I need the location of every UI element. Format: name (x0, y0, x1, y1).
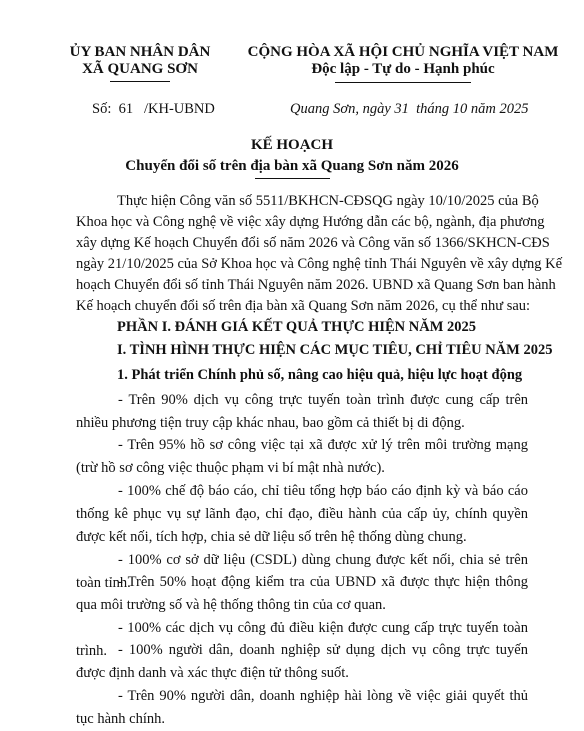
motto-underline (335, 82, 471, 83)
bullet-item: - 100% chế độ báo cáo, chỉ tiêu tổng hợp báo cáo định kỳ và báo cáo thống kê phục vụ sự lãnh đạo, chỉ đạo, điều hành của cấp ủy, chính quyền được kết nối, tích hợp, chia sẻ dữ liệu số trên hệ thống dùng chung. (76, 483, 528, 545)
part-heading: PHẦN I. ĐÁNH GIÁ KẾT QUẢ THỰC HIỆN NĂM 2025 (117, 319, 477, 335)
document-title: KẾ HOẠCH (250, 137, 334, 153)
document-number: Số: 61 /KH-UBND (92, 101, 215, 117)
issuer-name: ỦY BAN NHÂN DÂN (69, 44, 211, 60)
national-title: CỘNG HÒA XÃ HỘI CHỦ NGHĨA VIỆT NAM (247, 44, 559, 60)
intro-line-2: Khoa học và Công nghệ về việc xây dựng Hướng dẫn các bộ, ngành, địa phương (76, 214, 545, 230)
intro-line-3: xây dựng Kế hoạch Chuyển đổi số năm 2026 và Công văn số 1366/SKHCN-CĐS (76, 235, 550, 251)
intro-line-6: Kế hoạch chuyển đổi số trên địa bàn xã Quang Sơn năm 2026, cụ thể như sau: (76, 298, 531, 314)
intro-line-1: Thực hiện Công văn số 5511/BKHCN-CĐSQG ngày 10/10/2025 của Bộ (117, 193, 539, 209)
bullet-item: - 100% người dân, doanh nghiệp sử dụng dịch vụ công trực tuyến được định danh và xác thực điện tử thông suốt. (76, 642, 528, 681)
place-date: Quang Sơn, ngày 31 tháng 10 năm 2025 (290, 101, 529, 117)
intro-line-5: hoạch Chuyển đổi số tỉnh Thái Nguyên năm 2026. UBND xã Quang Sơn ban hành (76, 277, 556, 293)
bullet-item: - Trên 95% hồ sơ công việc tại xã được xử lý trên môi trường mạng (trừ hồ sơ công việc thuộc phạm vi bí mật nhà nước). (76, 437, 528, 476)
bullet-item: - Trên 50% hoạt động kiểm tra của UBND xã được thực hiện thông qua môi trường số và hệ thống thông tin của cơ quan. (76, 574, 528, 613)
bullet-item: - Trên 90% dịch vụ công trực tuyến toàn trình được cung cấp trên nhiều phương tiện truy cập khác nhau, bao gồm cả thiết bị di động. (76, 392, 528, 431)
bullet-item: - 100% cơ sở dữ liệu (CSDL) dùng chung được kết nối, chia sẻ trên toàn tỉnh. (76, 552, 528, 591)
issuer-underline (110, 81, 170, 82)
national-motto: Độc lập - Tự do - Hạnh phúc (311, 61, 495, 77)
intro-line-4: ngày 21/10/2025 của Sở Khoa học và Công nghệ tỉnh Thái Nguyên về xây dựng Kế (76, 256, 563, 272)
title-underline (255, 178, 330, 179)
section-heading: I. TÌNH HÌNH THỰC HIỆN CÁC MỤC TIÊU, CHỈ TIÊU NĂM 2025 (117, 342, 553, 358)
bullet-item: - Trên 90% người dân, doanh nghiệp hài lòng về việc giải quyết thủ tục hành chính. (76, 688, 528, 727)
document-subtitle: Chuyển đổi số trên địa bàn xã Quang Sơn năm 2026 (125, 158, 459, 174)
subsection-heading: 1. Phát triển Chính phủ số, nâng cao hiệu quả, hiệu lực hoạt động (117, 367, 523, 383)
issuer-commune: XÃ QUANG SƠN (82, 61, 198, 77)
bullet-item: - 100% các dịch vụ công đủ điều kiện được cung cấp trực tuyến toàn trình. (76, 620, 528, 659)
